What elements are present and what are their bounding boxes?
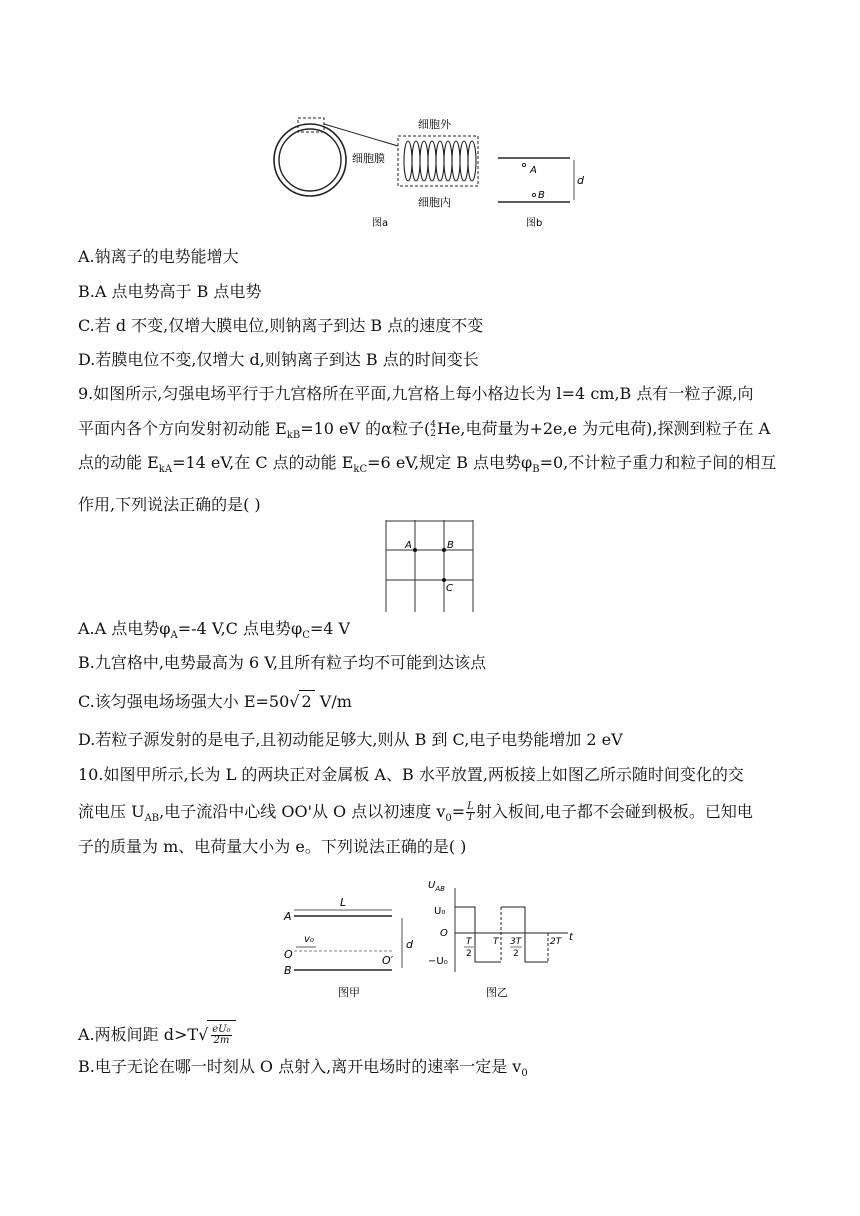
grid-point-b [442,548,446,552]
tick-half-t-num: T [466,937,472,947]
q9-sub: B [532,464,540,476]
origin-label: O [440,928,448,939]
grid-point-c [442,578,446,582]
grid-label-a: A [405,540,412,551]
q10-text: 流电压 U [78,802,145,821]
neg-u0-label: −U₀ [428,956,448,967]
q9-option-d: D.若粒子源发射的是电子,且初动能足够大,则从 B 到 C,电子电势能增加 2 eV [78,730,623,749]
q9-sub: C [302,630,310,642]
point-a-dot [522,163,525,166]
y-axis-symbol: U [428,880,436,891]
q8-option-a: A.钠离子的电势能增大 [78,247,239,266]
q9-text: =-4 V,C 点电势φ [177,619,303,638]
q9-stem-line2 [78,418,790,440]
plate-a-label: A [284,910,292,923]
cell-inner-circle [279,129,341,191]
q10-text: B.电子无论在哪一时刻从 O 点射入,离开电场时的速率一定是 v [78,1057,522,1076]
fraction-l-over-t [466,802,475,823]
caption-b: 图b [526,218,543,229]
figure-yi-voltage [428,874,588,1002]
grid-point-a [413,548,417,552]
sqrt-radicand [207,1020,235,1049]
label-outside: 细胞外 [418,118,451,131]
label-inside: 细胞内 [418,196,451,209]
q9-sub: kC [353,464,368,476]
tick-half-t-den: 2 [466,949,472,959]
q10-option-a: A.两板间距 d>T√ $\frac{\text{eU₀}}{2m}$ [78,1020,790,1048]
grid-label-c: C [446,583,453,594]
fraction-numerator: eU₀ [212,1024,231,1035]
tick-2t: 2T [550,937,562,947]
membrane-coils [404,141,476,181]
q10-text: ,电子流沿中心线 OO'从 O 点以初速度 v [159,802,446,821]
q9-text: =6 eV,规定 B 点电势φ [367,453,533,472]
point-b-dot [532,193,535,196]
q10-stem-line2 [78,801,790,823]
tick-t: T [493,937,499,947]
grid-label-b: B [447,540,454,551]
tick-3t-half-den: 2 [513,949,519,959]
gap-label: d [406,938,413,951]
q9-text: 平面内各个方向发射初动能 E [78,419,287,438]
q9-stem-line3 [78,452,790,474]
q9-text: =0,不计粒子重力和粒子间的相互 [539,453,777,472]
q9-text: =4 V [309,619,351,638]
point-o-label: O [284,948,293,961]
q10-text: 射入板间,电子都不会碰到极板。已知电 [475,802,753,821]
q10-text: A.两板间距 d>T [78,1025,199,1044]
q10-text: = [451,802,466,821]
cell-outer-circle [274,124,346,196]
plate-b-label: B [284,964,292,977]
q10-stem-line1: 10.如图甲所示,长为 L 的两块正对金属板 A、B 水平放置,两板接上如图乙所示随时间变化的交 [78,765,744,784]
y-axis-label [428,880,445,893]
length-label: L [340,896,347,909]
fraction-denominator: 2m [213,1035,230,1046]
q9-text: =14 eV,在 C 点的动能 E [172,453,354,472]
q9-option-a [78,618,790,640]
q10-sub: 0 [445,813,452,825]
point-o2-label: O′ [382,954,394,967]
nuclide-charge: 2 [430,428,436,439]
q9-text: A.A 点电势φ [78,619,171,638]
q10-stem-line3: 子的质量为 m、电荷量大小为 e。下列说法正确的是( ) [78,837,467,856]
q9-sub: kA [158,464,173,476]
figure-nine-grid [382,520,478,612]
caption-a: 图a [372,218,389,229]
fraction-denominator: T [467,812,474,823]
caption-yi: 图乙 [486,986,508,999]
q10-option-b [78,1056,790,1078]
fraction-numerator: L [467,801,474,812]
fraction-eu0-over-2m [211,1025,231,1046]
caption-jia: 图甲 [338,986,360,999]
q9-stem-line1: 9.如图所示,匀强电场平行于九宫格所在平面,九宫格上每小格边长为 l=4 cm,B 点有一粒子源,向 [78,384,754,403]
q8-option-c: C.若 d 不变,仅增大膜电位,则钠离子到达 B 点的速度不变 [78,316,484,335]
point-a-label: A [530,165,537,176]
q9-text: 点的动能 E [78,453,159,472]
point-b-label: B [538,190,545,201]
q9-option-c: C.该匀强电场场强大小 E=50√ 2 V/m [78,692,352,711]
u0-label: U₀ [434,906,446,917]
q8-option-d: D.若膜电位不变,仅增大 d,则钠离子到达 B 点的时间变长 [78,350,479,369]
q10-sub: AB [144,813,160,825]
figure-cell-membrane [270,112,600,234]
helium-nuclide [430,421,436,439]
q8-option-b: B.A 点电势高于 B 点电势 [78,282,262,301]
tick-3t-half-num: 3T [510,937,522,947]
sqrt-radicand: 2 [299,690,315,713]
label-membrane: 细胞膜 [352,152,385,165]
t-axis-label: t [569,932,573,943]
nuclide-mass: 4 [430,419,436,430]
q9-text: C.该匀强电场场强大小 E=50 [78,692,290,711]
q9-option-b: B.九宫格中,电势最高为 6 V,且所有粒子均不可能到达该点 [78,653,487,672]
y-axis-subscript: AB [435,885,445,893]
q9-stem-line4: 作用,下列说法正确的是( ) [78,495,261,514]
q9-text: =10 eV 的α粒子( [300,419,431,438]
q9-text: V/m [314,692,352,711]
gap-label: d [577,174,584,187]
q10-sub: 0 [521,1068,528,1080]
q9-sub: kB [286,430,301,442]
q9-sub: A [170,630,178,642]
figure-jia-plates [282,892,420,1002]
velocity-label: v₀ [304,934,314,945]
q9-text: He,电荷量为+2e,e 为元电荷),探测到粒子在 A [436,419,771,438]
